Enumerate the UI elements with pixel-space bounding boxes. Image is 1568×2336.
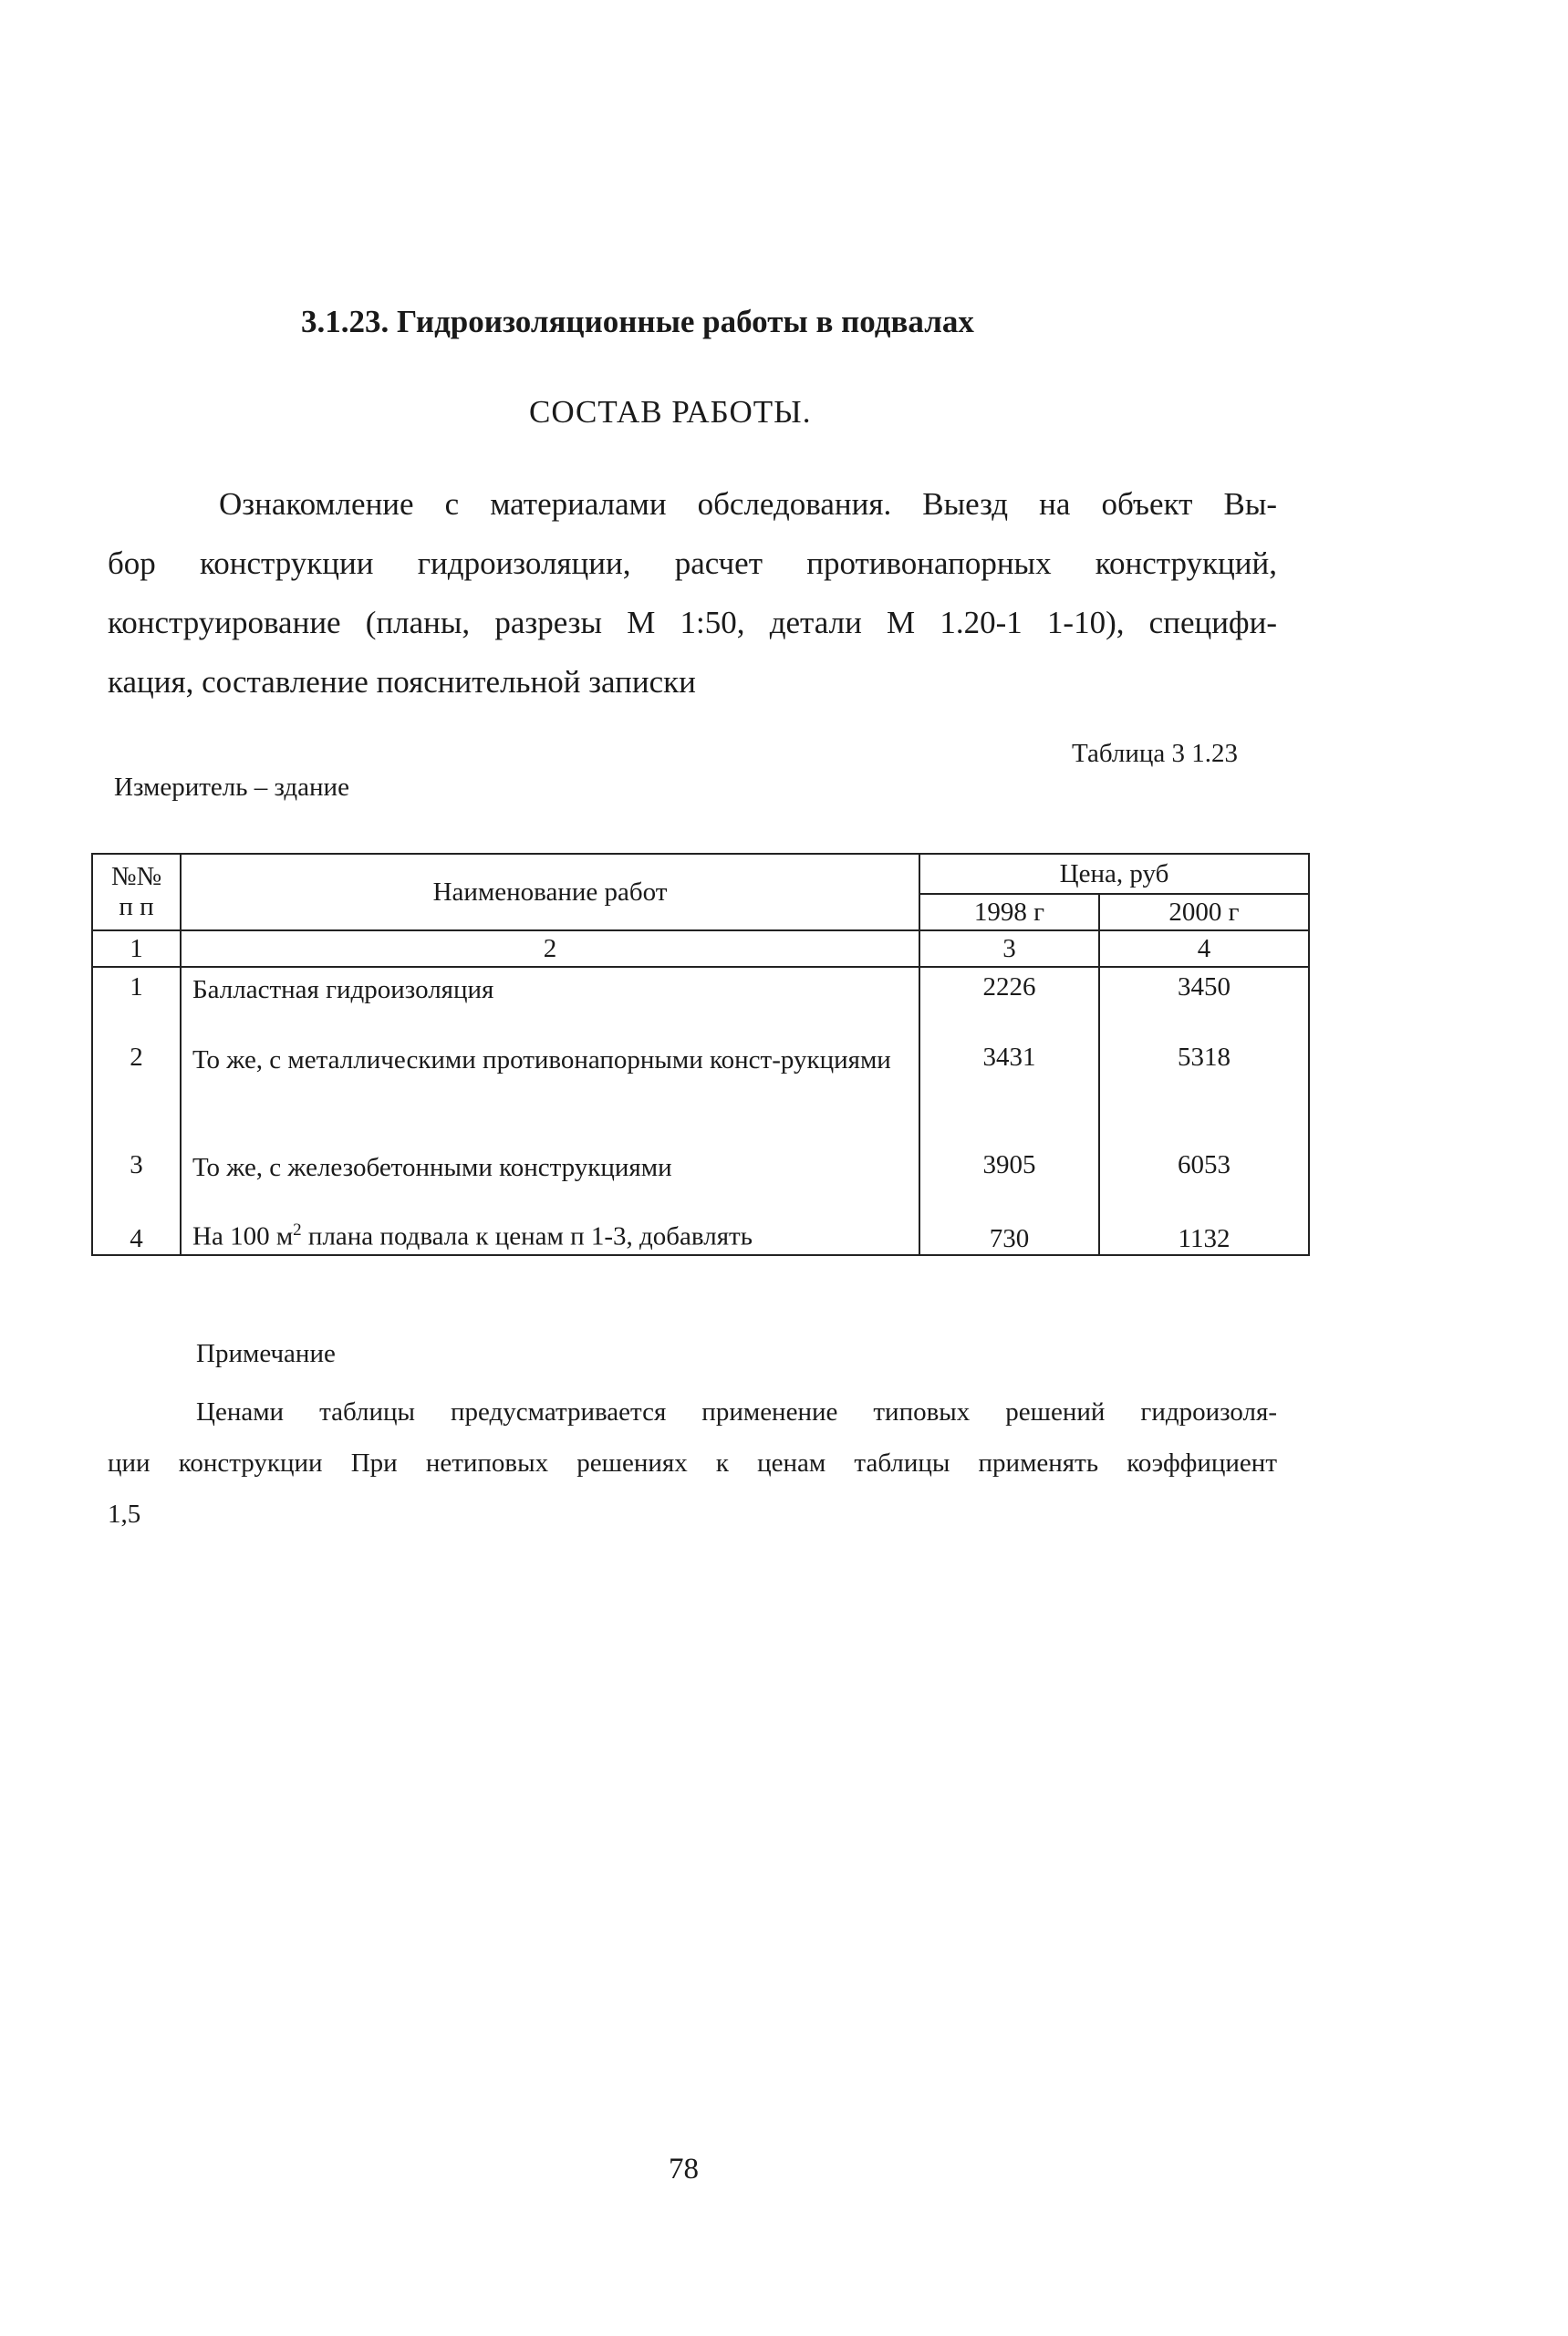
work-name: Балластная гидроизоляция (181, 967, 919, 1038)
page-number: 78 (669, 2153, 699, 2185)
header-name-label: Наименование работ (432, 877, 668, 907)
price-2000: 1132 (1099, 1211, 1309, 1255)
price-2000: 3450 (1099, 967, 1309, 1038)
work-name (181, 1211, 919, 1255)
price-1998: 3905 (919, 1146, 1099, 1211)
work-name-suffix: плана подвала к ценам п 1-3, добавлять (301, 1222, 753, 1251)
table-header-row (92, 854, 1309, 894)
note-line: 1,5 (108, 1500, 141, 1529)
column-number: 1 (92, 930, 181, 967)
column-number: 4 (1099, 930, 1309, 967)
table-row (92, 1146, 1309, 1211)
description-line: бор конструкции гидроизоляции, расчет противонапорных конструкций, (108, 545, 1277, 581)
price-1998: 3431 (919, 1038, 1099, 1146)
price-2000: 5318 (1099, 1038, 1309, 1146)
header-price-cell (919, 854, 1309, 894)
price-1998: 2226 (919, 967, 1099, 1038)
header-year-1998: 1998 г (919, 894, 1099, 930)
description-line: кация, составление пояснительной записки (108, 664, 696, 700)
header-price-label: Цена, руб (1059, 858, 1169, 888)
work-name-prefix: На 100 м (192, 1222, 294, 1251)
description-line: Ознакомление с материалами обследования. Выезд на объект Вы- (219, 486, 1277, 522)
table-caption: Таблица 3 1.23 (1072, 739, 1239, 768)
measure-unit: Измеритель – здание (114, 773, 349, 802)
header-name-cell (181, 854, 919, 930)
note-line: Ценами таблицы предусматривается применение типовых решений гидроизоля- (196, 1397, 1277, 1427)
price-2000: 6053 (1099, 1146, 1309, 1211)
price-1998: 730 (919, 1211, 1099, 1255)
section-title: 3.1.23. Гидроизоляционные работы в подвалах (301, 304, 974, 339)
row-number: 1 (92, 967, 181, 1038)
column-number: 2 (181, 930, 919, 967)
row-number: 3 (92, 1146, 181, 1211)
header-year-2000: 2000 г (1099, 894, 1309, 930)
header-num-label: №№ (110, 862, 162, 891)
table-row (92, 1038, 1309, 1146)
header-num-label-2: п п (119, 892, 154, 921)
column-number: 3 (919, 930, 1099, 967)
table-row (92, 1211, 1309, 1255)
note-heading: Примечание (196, 1339, 336, 1368)
work-name: То же, с металлическими противонапорными конст-рукциями (181, 1038, 919, 1146)
work-description (108, 474, 1277, 711)
column-number-row (92, 930, 1309, 967)
table-row (92, 967, 1309, 1038)
work-name: То же, с железобетонными конструкциями (181, 1146, 919, 1211)
work-name-superscript: 2 (293, 1220, 302, 1241)
description-line: конструирование (планы, разрезы М 1:50, детали М 1.20-1 1-10), специфи- (108, 605, 1277, 640)
price-table (91, 853, 1310, 1256)
note-text (108, 1386, 1277, 1540)
row-number: 4 (92, 1211, 181, 1255)
note-line: ции конструкции При нетиповых решениях к ценам таблицы применять коэффициент (108, 1448, 1277, 1478)
header-num-cell (92, 854, 181, 930)
work-composition-heading: СОСТАВ РАБОТЫ. (529, 394, 812, 430)
row-number: 2 (92, 1038, 181, 1146)
